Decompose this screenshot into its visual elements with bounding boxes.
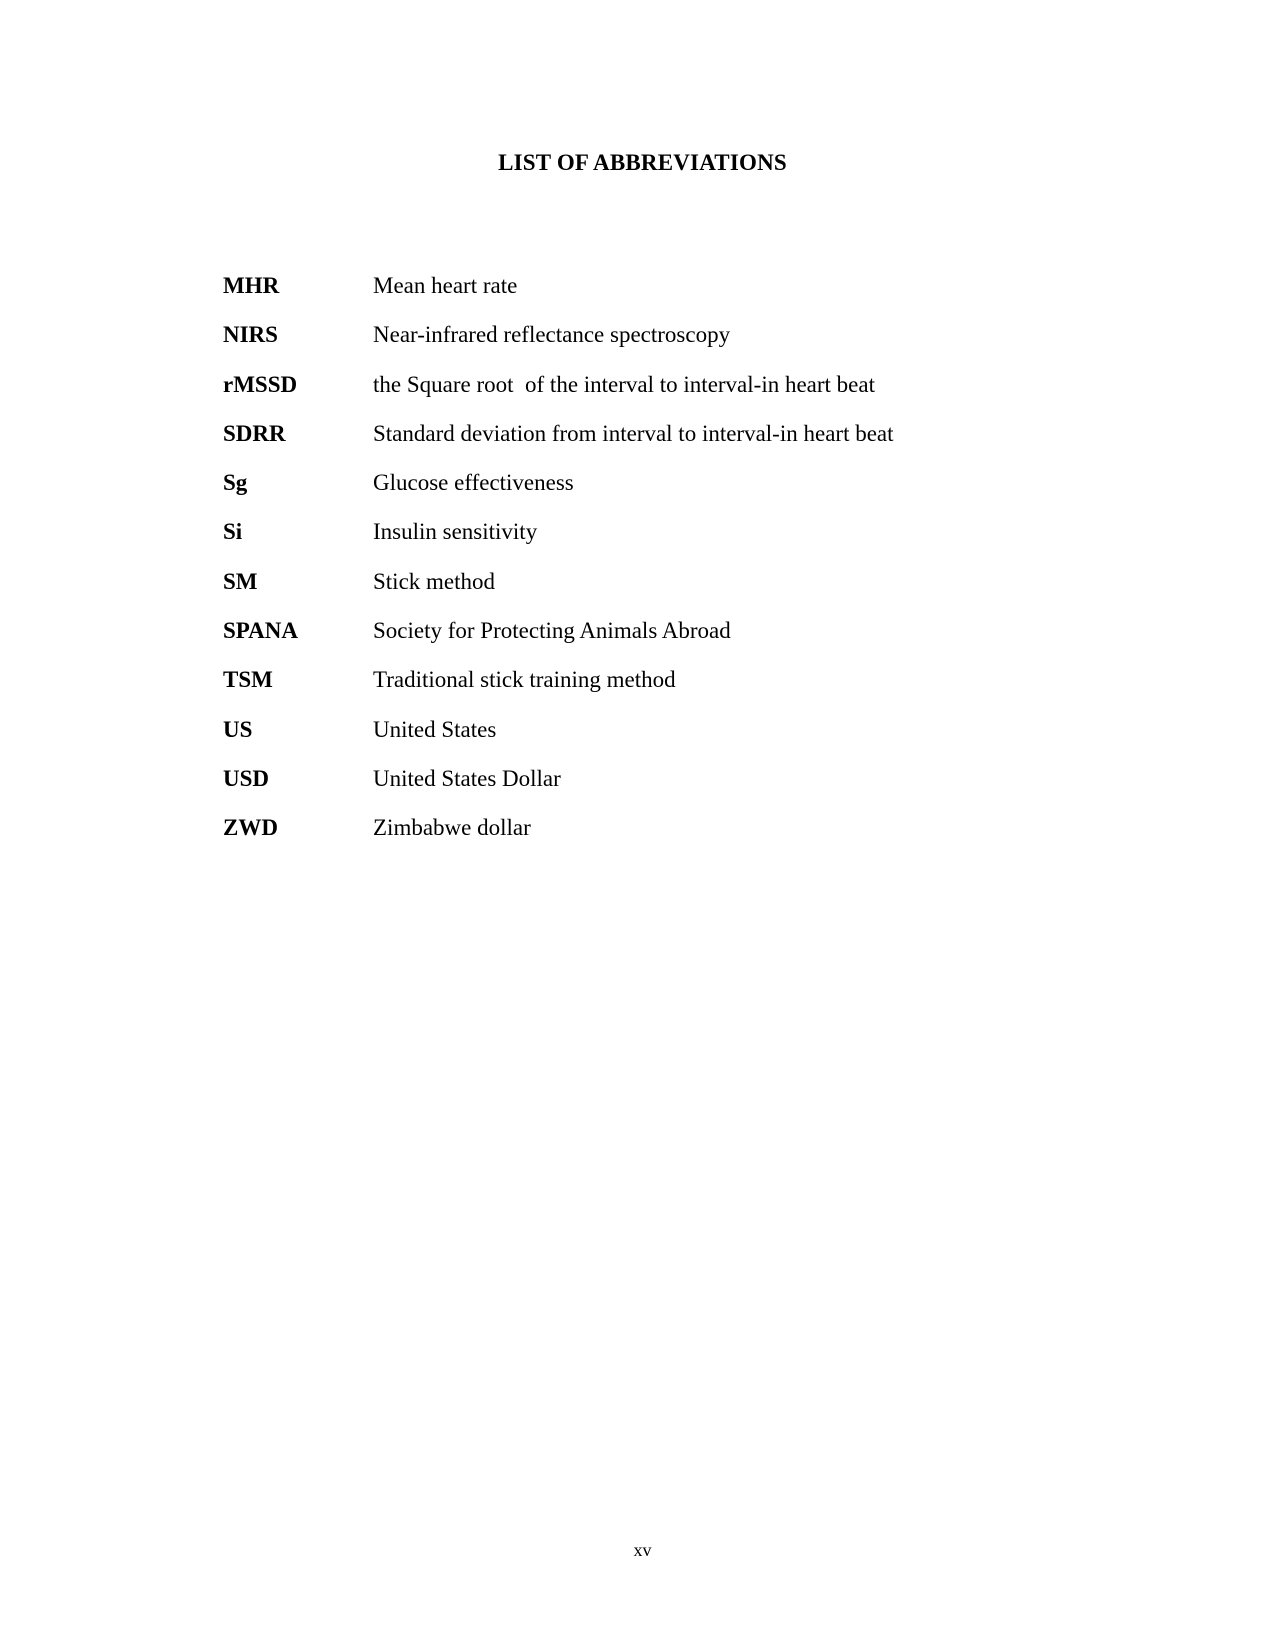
abbreviation-definition: United States Dollar: [373, 765, 561, 791]
abbreviation-definition: Stick method: [373, 568, 496, 594]
abbreviation-row: [223, 320, 1023, 369]
abbreviation-term: Sg: [223, 470, 248, 496]
abbreviation-row: [223, 813, 1023, 862]
abbreviation-row: [223, 616, 1023, 665]
abbreviation-definition: United States: [373, 716, 497, 742]
abbreviation-definition: Near-infrared reflectance spectroscopy: [373, 322, 731, 348]
page-title: LIST OF ABBREVIATIONS: [498, 150, 787, 175]
abbreviation-row: [223, 567, 1023, 616]
abbreviation-definition: the Square root of the interval to interval-in heart beat: [373, 371, 875, 397]
abbreviation-term: MHR: [223, 273, 280, 298]
page-number: xv: [633, 1540, 652, 1560]
abbreviation-definition: Mean heart rate: [373, 273, 518, 298]
abbreviation-definition: Insulin sensitivity: [373, 519, 538, 545]
abbreviation-row: [223, 665, 1023, 714]
abbreviation-row: [223, 517, 1023, 566]
abbreviation-definition: Glucose effectiveness: [373, 470, 574, 496]
abbreviation-row: [223, 764, 1023, 813]
abbreviation-row: [223, 715, 1023, 764]
abbreviation-row: [223, 271, 1023, 320]
abbreviation-definition: Zimbabwe dollar: [373, 815, 531, 841]
abbreviation-term: SPANA: [223, 618, 298, 644]
abbreviation-term: SDRR: [223, 420, 286, 446]
abbreviation-definition: Society for Protecting Animals Abroad: [373, 618, 731, 644]
abbreviation-term: ZWD: [223, 815, 278, 841]
abbreviation-term: TSM: [223, 667, 273, 693]
abbreviation-term: US: [223, 716, 253, 742]
abbreviation-definition: Traditional stick training method: [373, 667, 676, 693]
abbreviation-term: USD: [223, 765, 270, 791]
abbreviation-row: [223, 468, 1023, 517]
abbreviation-list: [223, 271, 1023, 863]
abbreviation-definition: Standard deviation from interval to interval-in heart beat: [373, 420, 894, 446]
abbreviation-row: [223, 370, 1023, 419]
abbreviation-term: SM: [223, 568, 258, 594]
abbreviation-row: [223, 419, 1023, 468]
abbreviation-term: Si: [223, 519, 243, 545]
abbreviation-term: NIRS: [223, 322, 278, 348]
abbreviation-term: rMSSD: [223, 371, 298, 397]
